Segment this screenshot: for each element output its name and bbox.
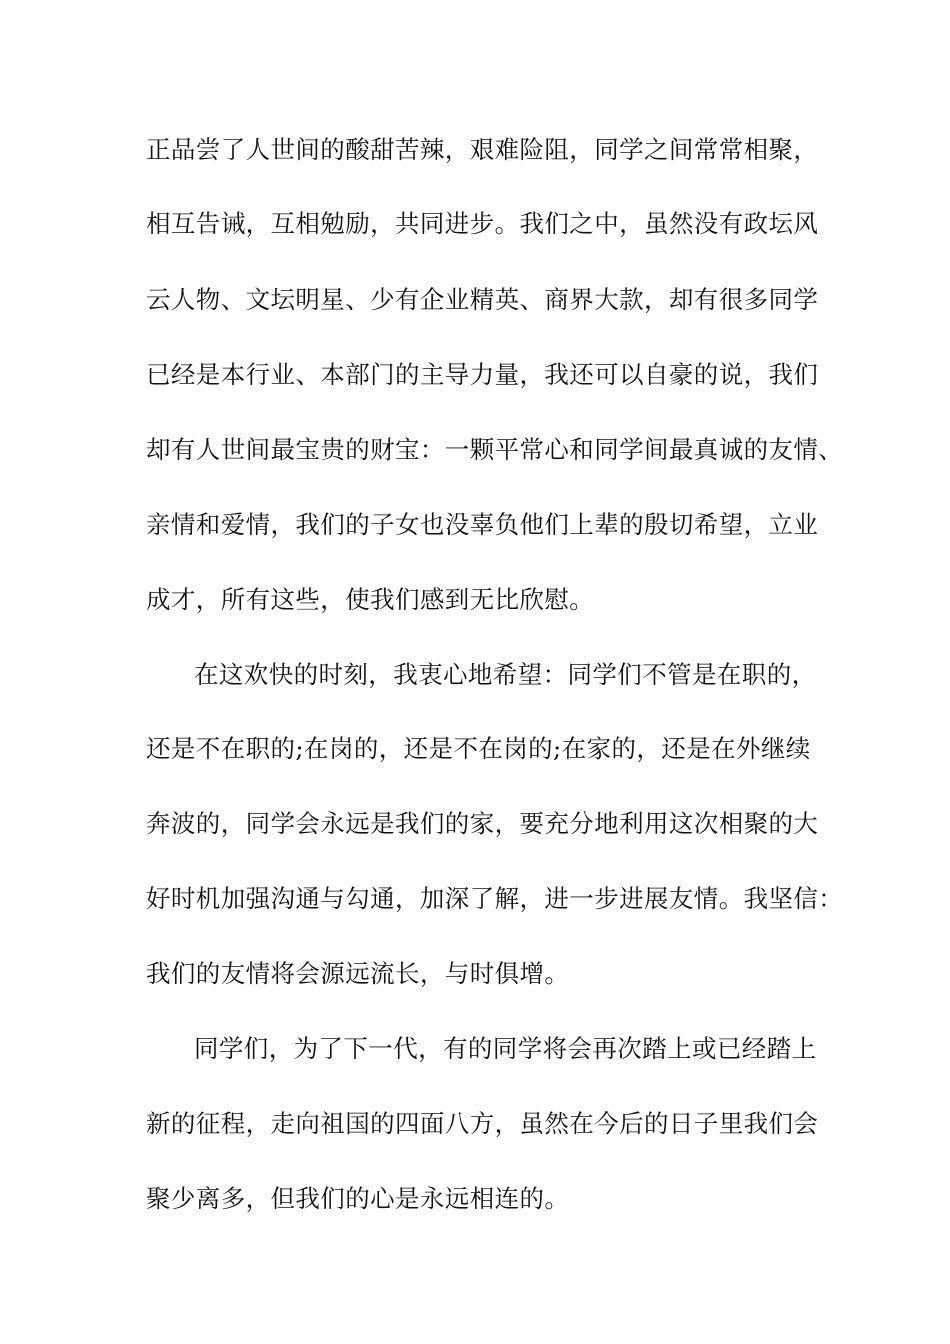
text-line: 亲情和爱情，我们的子女也没辜负他们上辈的殷切希望，立业 <box>146 510 819 539</box>
text-line: 还是不在职的;在岗的，还是不在岗的;在家的，还是在外继续 <box>146 734 811 763</box>
text-line: 成才，所有这些，使我们感到无比欣慰。 <box>146 585 595 614</box>
text-line: 聚少离多，但我们的心是永远相连的。 <box>146 1184 570 1213</box>
text-line: 已经是本行业、本部门的主导力量，我还可以自豪的说，我们 <box>146 360 819 389</box>
text-line: 相互告诫，互相勉励，共同进步。我们之中，虽然没有政坛风 <box>146 209 819 238</box>
text-line: 好时机加强沟通与勾通，加深了解，进一步进展友情。我坚信： <box>146 884 844 913</box>
text-line: 同学们，为了下一代，有的同学将会再次踏上或已经踏上 <box>194 1034 817 1063</box>
text-line: 奔波的，同学会永远是我们的家，要充分地利用这次相聚的大 <box>146 809 819 838</box>
text-line: 正品尝了人世间的酸甜苦辣，艰难险阻，同学之间常常相聚， <box>146 135 819 164</box>
text-line: 新的征程，走向祖国的四面八方，虽然在今后的日子里我们会 <box>146 1109 819 1138</box>
text-line: 却有人世间最宝贵的财宝：一颗平常心和同学间最真诚的友情、 <box>146 435 844 464</box>
text-line: 我们的友情将会源远流长，与时俱增。 <box>146 959 570 988</box>
text-line: 云人物、文坛明星、少有企业精英、商界大款，却有很多同学 <box>146 285 819 314</box>
text-line: 在这欢快的时刻，我衷心地希望：同学们不管是在职的， <box>194 660 817 689</box>
